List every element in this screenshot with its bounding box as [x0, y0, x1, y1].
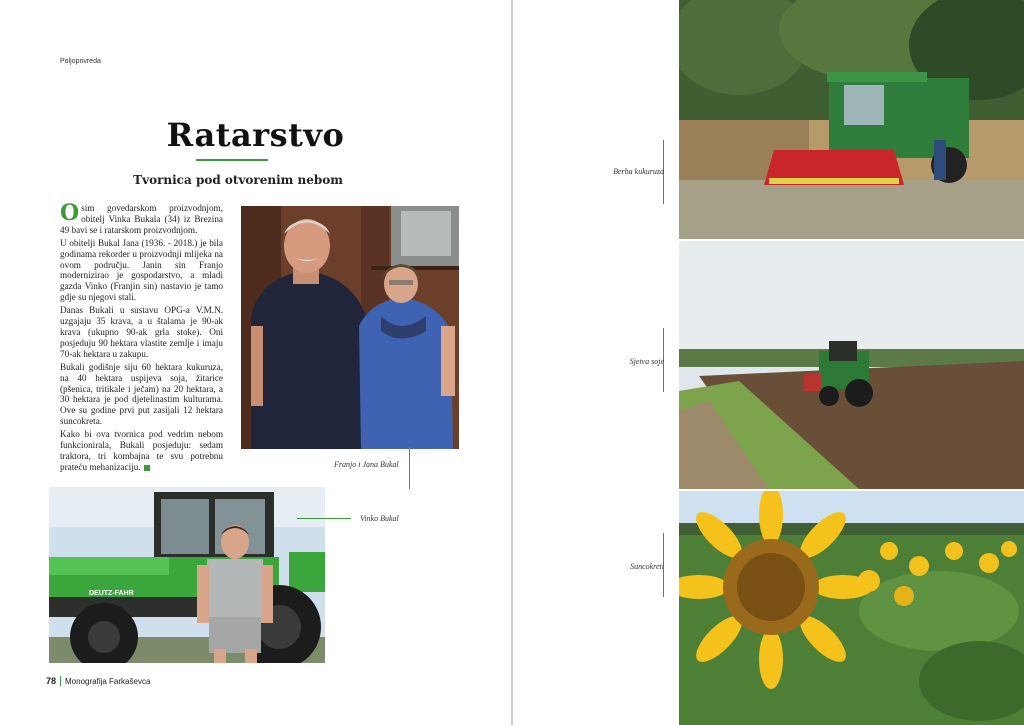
paragraph-1-text: sim govedarskom proizvodnjom, obitelj Vinka Bukala (34) iz Brezina 49 bavi se i ratarskom proizvodnjom. — [60, 203, 223, 235]
photo-vinko-tractor — [49, 487, 325, 663]
photo-franjo-jana — [241, 206, 459, 449]
caption-corn-harvest: Berba kukuruza — [613, 167, 664, 176]
article-title: Ratarstvo — [166, 116, 345, 154]
dropcap: O — [60, 200, 80, 226]
couple-photo-illustration — [241, 206, 459, 449]
photo-soy-sowing — [679, 241, 1024, 489]
caption-sunflowers: Suncokreti — [630, 562, 664, 571]
page-number: 78 — [46, 676, 57, 686]
sowing-photo-illustration — [679, 241, 1024, 489]
left-page — [0, 0, 511, 725]
running-head: Poljoprivreda — [60, 58, 101, 65]
caption-franjo-jana: Franjo i Jana Bukal — [334, 460, 399, 469]
paragraph-3: Danas Bukali u sustavu OPG-a V.M.N. uzgajaju 35 krava, a u štalama je 90-ak krava (ukupno 90-ak grla stoke). Oni posjeduju 90 hektara vlastite zemlje i imaju 70-ak hektara u zakupu. — [60, 305, 223, 359]
sunflower-photo-illustration — [679, 491, 1024, 725]
photo-corn-harvest — [679, 0, 1024, 239]
harvest-photo-illustration — [679, 0, 1024, 239]
photo-sunflowers — [679, 491, 1024, 725]
tractor-photo-illustration — [49, 487, 325, 663]
caption-soy-sowing: Sjetva soje — [629, 357, 664, 366]
body-text — [60, 200, 223, 475]
end-mark — [144, 465, 150, 471]
footer-separator — [60, 676, 61, 686]
subtitle-wrap — [0, 173, 463, 187]
paragraph-1 — [60, 200, 223, 236]
paragraph-5 — [60, 429, 223, 473]
caption-vinko-line — [297, 518, 351, 519]
caption-vinko: Vinko Bukal — [360, 514, 399, 523]
article-subtitle: Tvornica pod otvorenim nebom — [133, 173, 343, 187]
right-page — [513, 0, 1024, 725]
tractor-brand-text: DEUTZ-FAHR — [89, 590, 134, 597]
caption-couple-line — [409, 447, 410, 489]
paragraph-5-text: Kako bi ova tvornica pod vedrim nebom funkcionirala, Bukali posjeduju: sedam traktora, tri kombajna te svu potrebnu prateću mehanizaciju. — [60, 429, 223, 472]
page-footer — [46, 676, 150, 686]
paragraph-2: U obitelji Bukal Jana (1936. - 2018.) je bila godinama rekorder u proizvodnji mlijeka na ovom području. Janin sin Franjo modernizirao je gospodarstvo, a mladi gazda Vinko (Franjin sin) nastavio je tamo gdje su njegovi stali. — [60, 237, 223, 303]
footer-title: Monografija Farkaševca — [65, 676, 151, 686]
paragraph-4: Bukali godišnje siju 60 hektara kukuruza, na 40 hektara uspijeva soja, žitarice (pšenica, tritikale i ječam) na 20 hektara, a 30 hektara je pod djetelinastim kulturama. Ove su godine prvi put zasijali 12 hektara suncokreta. — [60, 361, 223, 427]
title-rule — [196, 159, 268, 161]
